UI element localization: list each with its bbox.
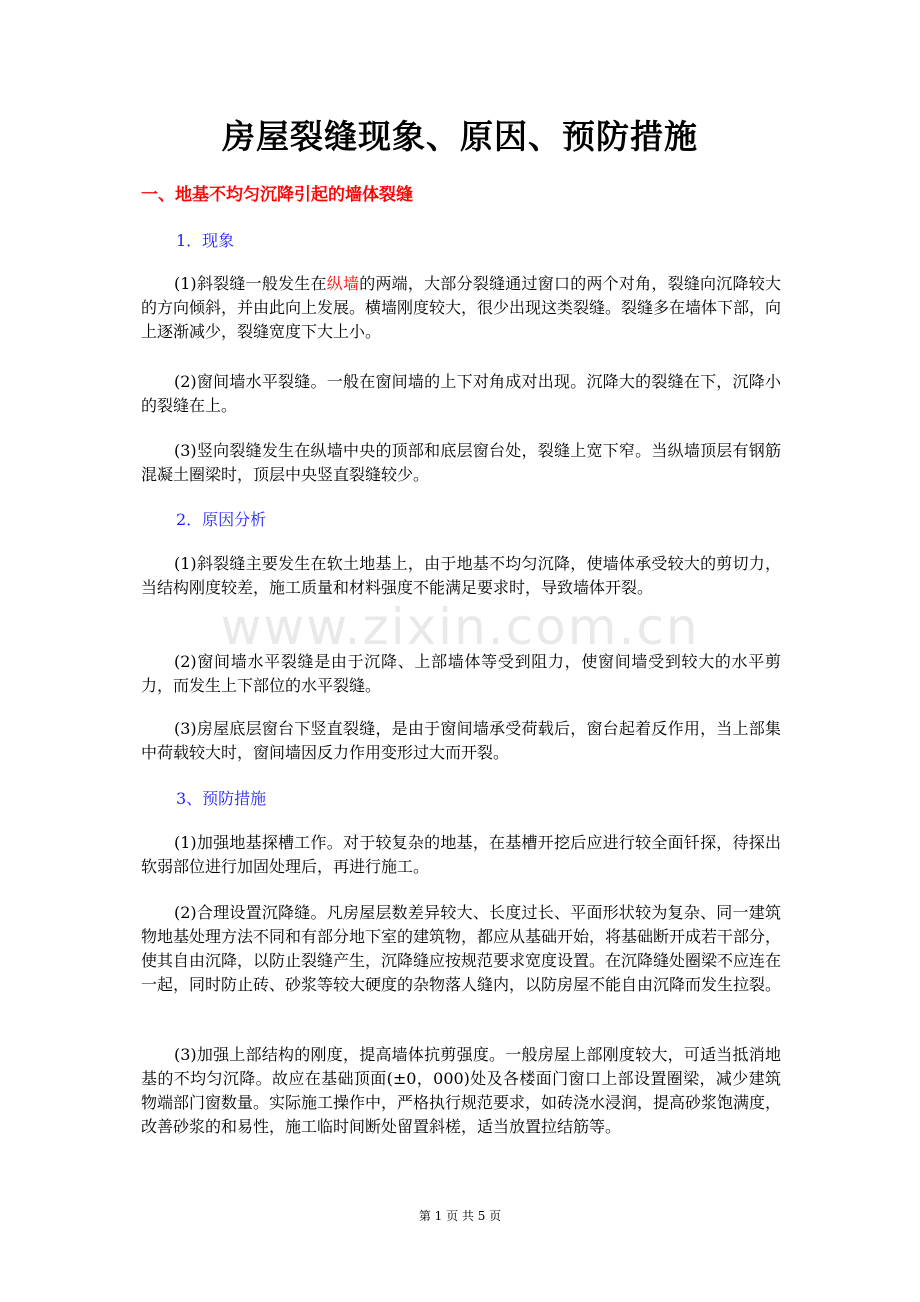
paragraph-cause-2: (2)窗间墙水平裂缝是由于沉降、上部墙体等受到阻力，使窗间墙受到较大的水平剪力，而发生上下部位的水平裂缝。 [141, 652, 781, 695]
paragraph-prevention-2: (2)合理设置沉降缝。凡房屋层数差异较大、长度过长、平面形状较为复杂、同一建筑物地基处理方法不同和有部分地下室的建筑物，都应从基础开始，将基础断开成若干部分，使其自由沉降，以防止裂缝产生，沉降缝应按规范要求宽度设置。在沉降缝处圈梁不应连在一起，同时防止砖、砂浆等较大硬度的杂物落人缝内，以防房屋不能自由沉降而发生拉裂。 [141, 903, 782, 994]
paragraph-phenomenon-2: (2)窗间墙水平裂缝。一般在窗间墙的上下对角成对出现。沉降大的裂缝在下，沉降小的裂缝在上。 [141, 372, 781, 415]
subsection-heading-phenomenon: 1．现象 [176, 231, 235, 250]
highlighted-term: 纵墙 [326, 274, 360, 293]
section-heading: 一、地基不均匀沉降引起的墙体裂缝 [141, 185, 413, 205]
paragraph-prevention-1: (1)加强地基探槽工作。对于较复杂的地基，在基槽开挖后应进行较全面钎探，待探出软弱部位进行加固处理后，再进行施工。 [141, 833, 781, 876]
watermark: www.zixin.com.cn [220, 598, 700, 656]
paragraph-prevention-3: (3)加强上部结构的刚度，提高墙体抗剪强度。一般房屋上部刚度较大，可适当抵消地基的不均匀沉降。故应在基础顶面(±0，000)处及各楼面门窗口上部设置圈梁，减少建筑物端部门窗数量。实际施工操作中，严格执行规范要求，如砖浇水浸润，提高砂浆饱满度，改善砂浆的和易性，施工临时间断处留置斜槎，适当放置拉结筋等。 [141, 1045, 782, 1136]
document-title: 房屋裂缝现象、原因、预防措施 [222, 117, 698, 156]
paragraph-cause-3: (3)房屋底层窗台下竖直裂缝，是由于窗间墙承受荷载后，窗台起着反作用，当上部集中荷载较大时，窗间墙因反力作用变形过大而开裂。 [141, 719, 781, 762]
paragraph-text: 的两端，大部分裂缝通过窗口的两个对角，裂缝向沉降较大的方向倾斜，并由此向上发展。横墙刚度较大，很少出现这类裂缝。裂缝多在墙体下部，向上逐渐减少，裂缝宽度下大上小。 [141, 274, 782, 341]
paragraph-text: (1)斜裂缝一般发生在 [174, 274, 327, 293]
paragraph-phenomenon-1 [141, 272, 781, 344]
paragraph-cause-1: (1)斜裂缝主要发生在软土地基上，由于地基不均匀沉降，使墙体承受较大的剪切力，当结构刚度较差，施工质量和材料强度不能满足要求时，导致墙体开裂。 [141, 554, 781, 597]
subsection-heading-cause-analysis: 2．原因分析 [176, 510, 267, 529]
subsection-heading-prevention: 3、预防措施 [176, 789, 267, 808]
paragraph-phenomenon-3: (3)竖向裂缝发生在纵墙中央的顶部和底层窗台处，裂缝上宽下窄。当纵墙顶层有钢筋混凝土圈梁时，顶层中央竖直裂缝较少。 [141, 441, 781, 484]
page-footer: 第 1 页 共 5 页 [418, 1209, 502, 1223]
